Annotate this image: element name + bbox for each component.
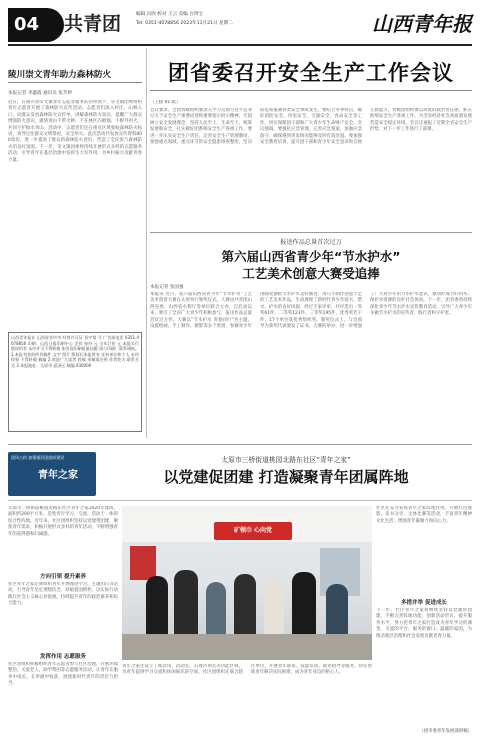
bottom-article-title: 以党建促团建 打造凝聚青年团属阵地: [163, 468, 409, 486]
publisher-notice-box: [8, 332, 142, 432]
photo-person: [264, 578, 284, 636]
contest-byline: 本报记者 张国强: [150, 285, 184, 290]
left-article-byline: 本报记者 李鑫霞 通讯员 张芳婷: [8, 91, 73, 96]
photo-person: [146, 576, 168, 636]
header-rule: [8, 44, 472, 46]
youth-home-photo: [122, 506, 372, 660]
contest-title-line1: 第六届山西省青少年“节水护水”: [221, 249, 401, 264]
left-article-title: 陵川崇文青年助力森林防火: [8, 70, 112, 80]
bottom-intro-text: 太原市三桥街道桃园北路东社区青年之家2020年建成，面积约200平方米，是集青年学习、交流、活动于一体的综合性阵地。近年来，社区团组织坚持以党建带团建，聚焦青年需求，积极开展形式多样的青年活动，不断增强青年的获得感和归属感。: [8, 506, 118, 537]
publisher-notice-text: 山西青年报社 山西省晋中市 经营许可证 晋字第 号 广告部电话 0351-4078856 印刷：山西日报印刷中心 定价 每份 元 全年订价 元 本报实行 版权所有 未经许可不得转载 如发现印刷质量问题 请与印刷厂联系调换。1.本报刊登的所有稿件 文字 图片 版权归本报所有 任何单位和个人 未经授权 不得转载 摘编 2.欢迎广大读者 投稿 来稿请注明 作者姓名 联系方式 3.本报地址：太原市 迎泽区 邮编 030000: [11, 335, 139, 368]
bottom-kicker: 太原市三桥街道桃园北路东社区“青年之家”: [221, 456, 351, 464]
photo-floor: [122, 634, 372, 660]
bottom-title-rule: [8, 500, 472, 501]
bottom-right-text: 社区还充分发挥青年之家阵地作用，开展红色观影、读书分享、文体比赛等活动，丰富青年精神文化生活，增强青年凝聚力和向心力。: [376, 506, 472, 524]
column-divider: [146, 48, 147, 438]
section-title: 共青团: [64, 13, 122, 35]
left-title-rule: [8, 82, 142, 83]
photo-wall-sign: 矿领巾 心向党: [214, 522, 292, 540]
editor-credits: 编辑 冯欣 校对 王云 美编 白玥宝: [136, 12, 204, 17]
article-source-credit: （团市委青年发展部供稿）: [419, 729, 472, 734]
header-contact-date: Tel: 0351-4078856 2023年11月21日 星期二: [136, 21, 233, 26]
badge-youth-home-text: 青年之家: [38, 470, 78, 481]
badge-top-text: 团风公约 加强基层团组织建设: [11, 455, 65, 460]
left-article-body: 近日，在陵川县崇文镇青年志愿者服务队的带领下，崇文镇团委组织青年志愿者开展了森林防火宣传活动。志愿者们深入村庄、山林入口，向群众发放森林防火宣传单，讲解森林防火知识，提醒广大群众增强防火意识，做到进山不带火种、不在林区内吸烟、不野外用火，共同守护绿水青山。活动中，志愿者们还在重点区域张贴森林防火标语，劝导过往群众文明祭祀、安全用火。此次活动共发放宣传资料800余份，进一步提高了群众的森林防火意识，营造了全民参与森林防火的良好氛围。下一步，崇文镇团委将持续开展形式多样的志愿服务活动，引导青年在基层治理中发挥生力军作用，为乡村振兴贡献青春力量。: [8, 100, 142, 163]
subhead-volunteer-body: 社区团组织积极组织青年志愿者参与社区治理，开展环境整治、关爱老人、助学帮困等志愿服务活动，让青年在服务中成长，在奉献中收获，展现新时代青年的责任与担当。: [8, 662, 118, 687]
main-article-body: 会议要求，全团各级组织要深入学习贯彻习近平总书记关于安全生产重要论述和重要指示批示精神，牢固树立安全发展理念，坚持人民至上、生命至上，统筹发展和安全，扎实做好团系统安全生产各项工作。要进一步压实安全生产责任，完善安全生产管理制度，加强重点领域、重点环节的安全隐患排查整治，坚决防范和遏制各类安全事故发生。要结合冬季特点，做好消防安全、用电安全、交通安全、食品安全等工作，切实保障团干部和广大青少年生命财产安全。会议强调，要强化应急管理，完善应急预案，加强应急值守，确保遇到突发情况能够及时有效处置。要加强安全教育培训，提升团干部和青少年安全意识和自救互救能力。各级团组织要以高度的政治责任感，抓实抓细安全生产各项工作，为全省经济社会高质量发展营造安全稳定环境。会议还通报了近期全省安全生产形势，对下一步工作进行了部署。: [150, 108, 472, 146]
photo-person: [174, 570, 198, 636]
main-article-lead: （上接 01 版）: [150, 100, 181, 105]
subhead-growth: 多措并举 促进成长: [401, 600, 447, 606]
contest-top-rule: [150, 232, 472, 233]
photo-person: [206, 582, 226, 636]
page-number-badge: 04: [8, 8, 64, 42]
photo-person: [326, 584, 348, 636]
newspaper-logo: 山西青年报: [372, 12, 472, 36]
contest-body: 本报讯 近日，第六届山西省青少年“节水护水”工艺美术创意大赛在太原举行颁奖仪式。大赛由共青团山西省委、山西省水利厅等单位联合主办，自启动以来，吸引了全省广大青少年积极参与，报送作品总量首次过万件。大赛以“节水护水 青春同行”为主题，设置绘画、手工制作、摄影等多个类别，参赛青少年用画笔描绘节水护水美好画卷，用巧手制作创意十足的工艺美术作品，生动展现了新时代青少年爱水、惜水、护水的良好风貌。经过专家评审，共评选出一等奖61件、二等奖123件、三等奖195件，优秀奖若干件，17个单位获优秀组织奖。颁奖仪式上，与会领导为获奖代表颁发了证书。大赛的举办，进一步增强了广大青少年的节水护水意识，推动形成节约用水、保护水资源的良好社会风尚。下一步，团省委将持续深化青少年节水护水宣传教育活动，引导广大青少年争做节水护水的宣传者、践行者和守护者。: [150, 292, 472, 330]
photo-person: [292, 572, 316, 636]
subhead-volunteer: 发挥作用 志愿服务: [40, 654, 86, 660]
main-title-rule: [150, 90, 472, 91]
bottom-section-rule: [8, 444, 472, 445]
main-article-title: 团省委召开安全生产工作会议: [168, 61, 454, 85]
subhead-direction: 方向引领 提升素养: [40, 574, 86, 580]
contest-title-line2: 工艺美术创意大赛受追捧: [242, 266, 380, 281]
bottom-middle-text: 青年之家还设立了阅读角、活动室、心理咨询室等功能区域，为青年提供学习交流和休闲娱乐的空间。社区团组织还联合辖区单位，开展青年联谊、技能培训、就业指导等服务，切实帮助青年解决实际困难，成为青年身边的贴心人。: [122, 664, 372, 676]
subhead-direction-body: 社区青年之家定期组织青年开展理论学习、主题团日等活动，引导青年坚定理想信念，厚植爱国情怀，以实际行动践行社会主义核心价值观，持续提升青年的政治素养和综合能力。: [8, 582, 118, 607]
subhead-growth-body: 下一步，社区青年之家将继续坚持以党建带团建，不断完善阵地功能，创新活动形式，提升服务水平，努力把青年之家打造成为青年学习的课堂、交流的平台、服务的窗口、温暖的家园，为推动基层治理和社会发展贡献青春力量。: [376, 608, 472, 639]
youth-home-badge: [8, 452, 96, 496]
contest-kicker: 报送作品总量首次过万: [280, 239, 342, 246]
photo-person: [234, 574, 256, 636]
photo-red-banner: [130, 546, 156, 580]
